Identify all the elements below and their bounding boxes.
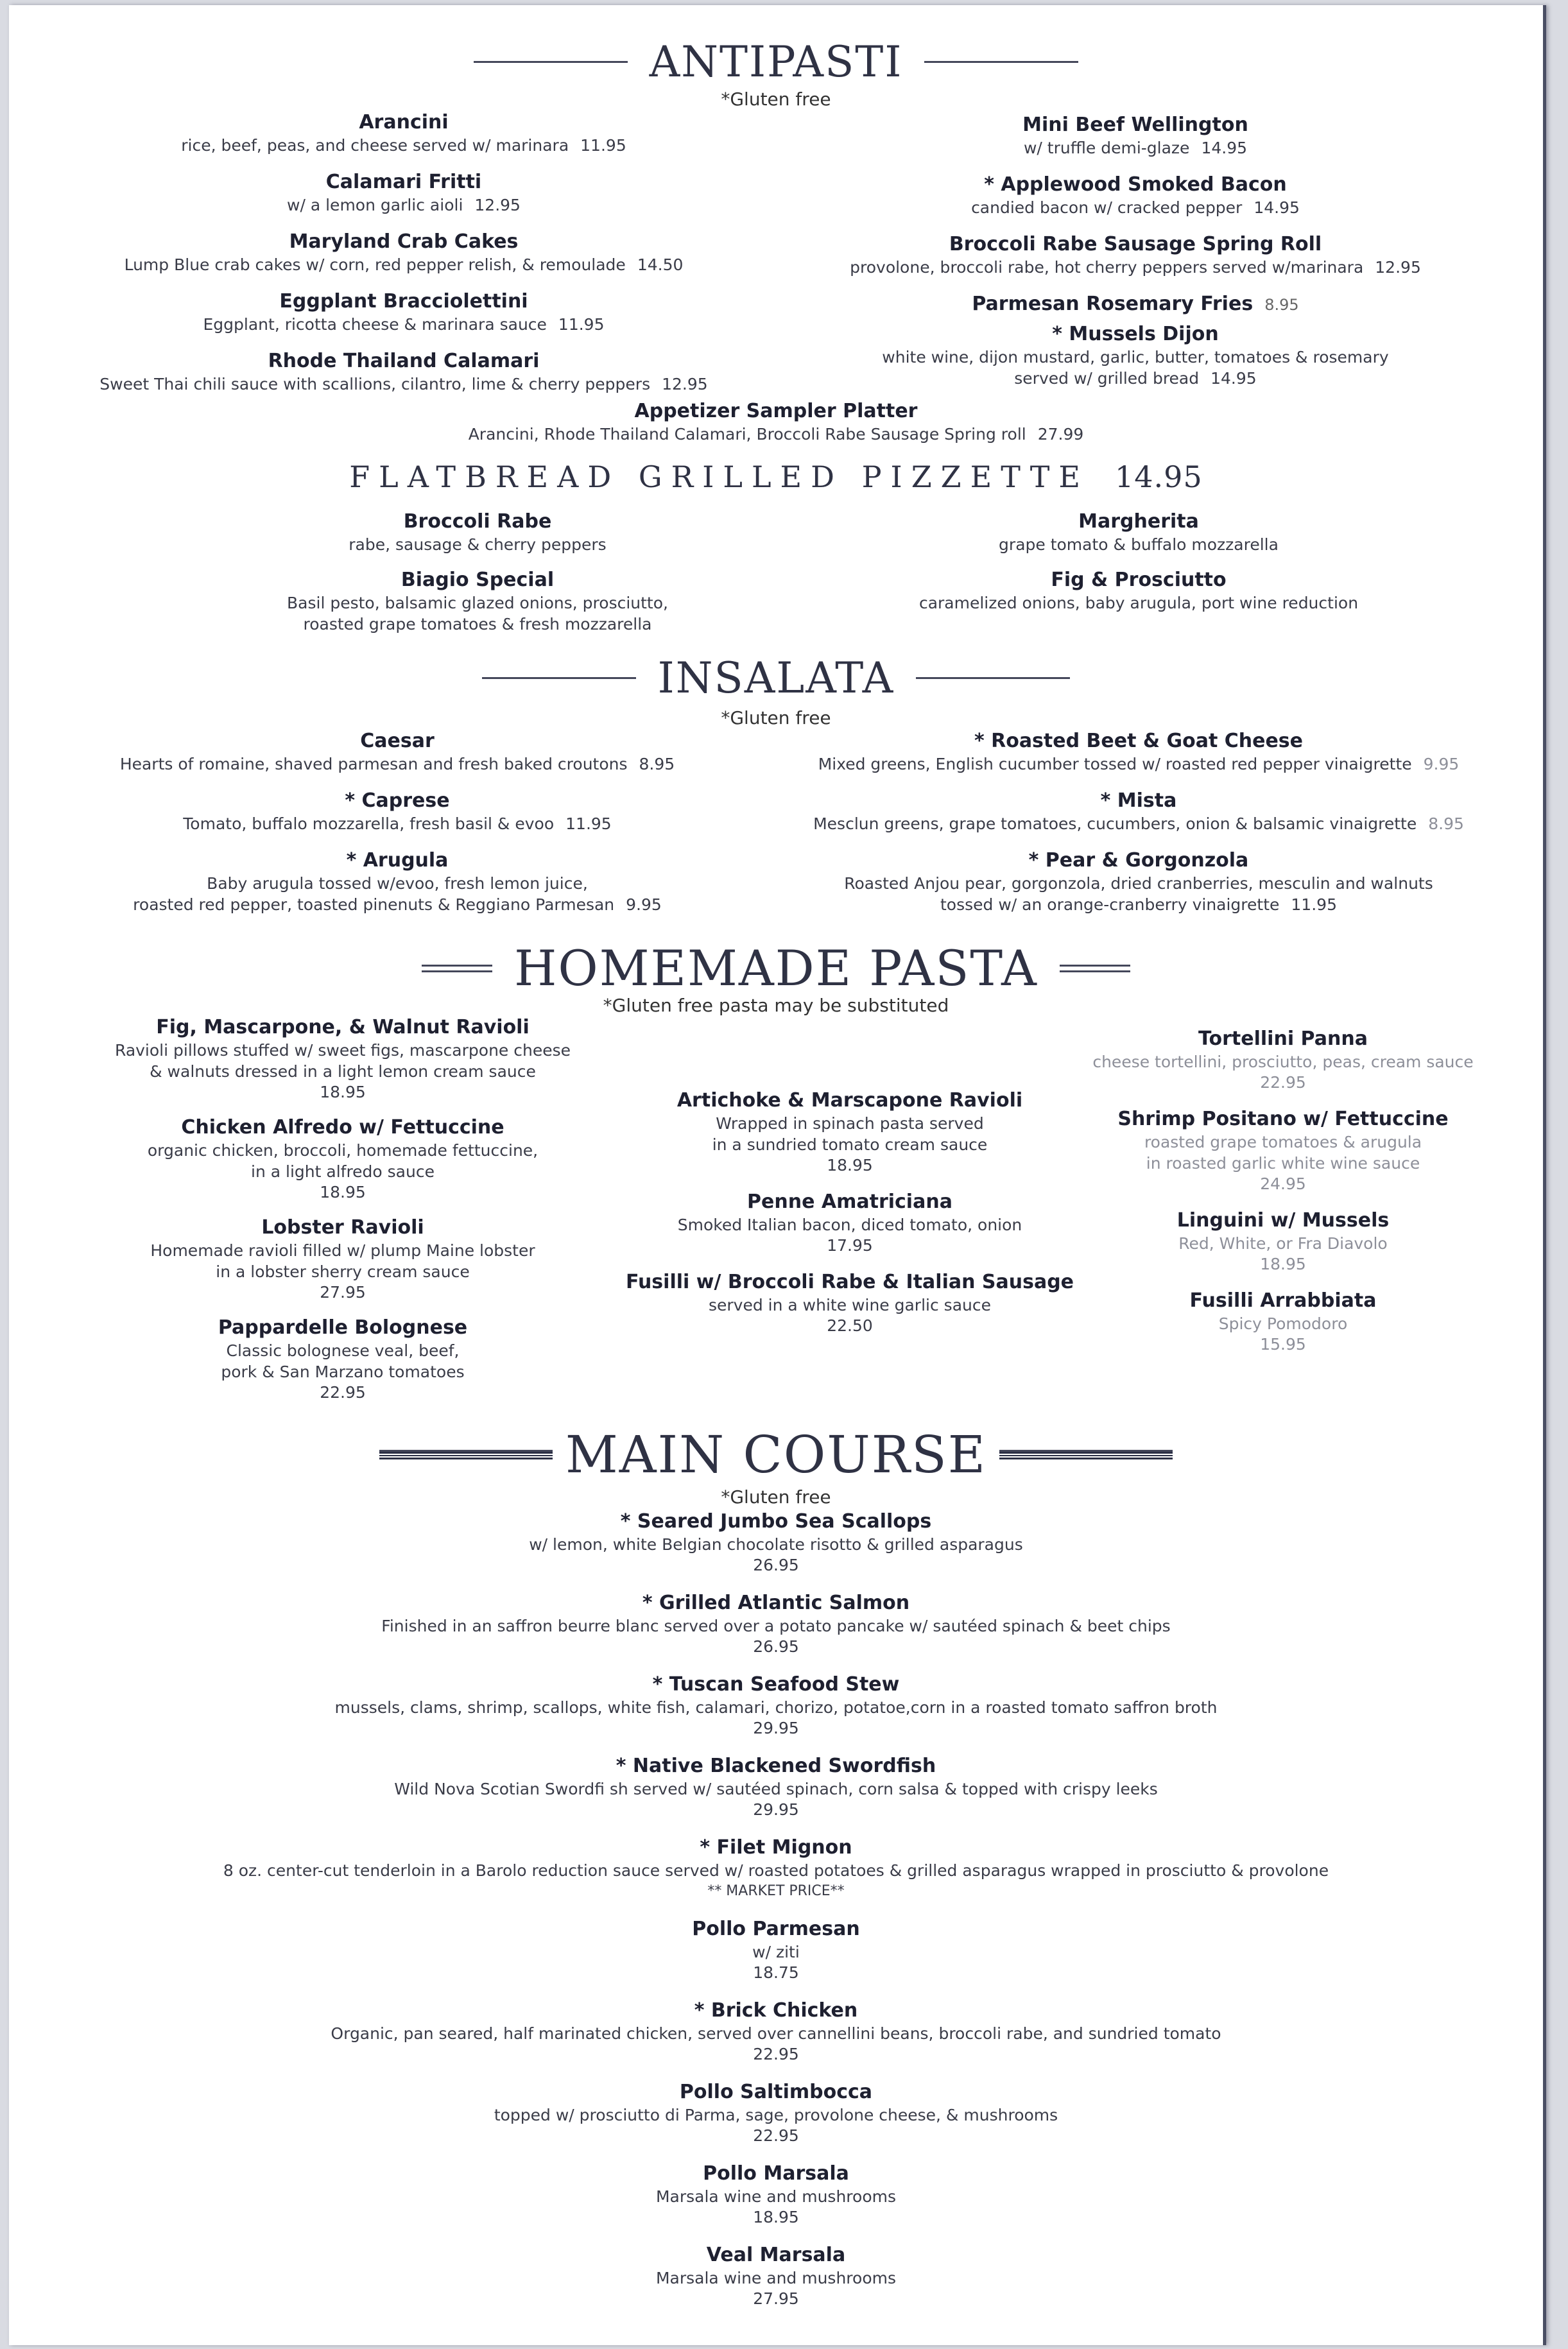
menu-item xyxy=(73,2243,1479,2309)
item-name: * Filet Mignon xyxy=(700,1836,852,1859)
pasta-left-column xyxy=(67,1015,619,1416)
item-desc: Wrapped in spinach pasta served xyxy=(716,1114,984,1133)
heading-rule xyxy=(474,61,628,63)
menu-item xyxy=(587,1270,1113,1336)
menu-item xyxy=(73,1673,1479,1739)
item-name: Caesar xyxy=(360,730,435,752)
item-price: 12.95 xyxy=(1375,258,1421,277)
item-name: Rhode Thailand Calamari xyxy=(268,350,540,372)
pasta-heading xyxy=(9,940,1543,997)
item-name: Eggplant Bracciolettini xyxy=(279,290,528,313)
item-name: * Applewood Smoked Bacon xyxy=(984,173,1287,196)
item-price: ** MARKET PRICE** xyxy=(707,1883,845,1899)
item-name: Pollo Marsala xyxy=(703,2162,849,2185)
item-price: 15.95 xyxy=(1260,1335,1306,1354)
item-price: 11.95 xyxy=(565,814,612,833)
item-desc: grape tomato & buffalo mozzarella xyxy=(999,535,1279,554)
item-desc: candied bacon w/ cracked pepper xyxy=(971,198,1243,217)
item-desc: Wild Nova Scotian Swordfi sh served w/ sautéed spinach, corn salsa & topped with crispy leeks xyxy=(394,1780,1158,1798)
menu-item xyxy=(73,1510,1479,1576)
item-price: 14.95 xyxy=(1201,139,1248,157)
menu-item xyxy=(73,1917,1479,1983)
item-desc: roasted grape tomatoes & fresh mozzarella xyxy=(303,615,652,633)
menu-item xyxy=(73,2162,1479,2228)
insalata-title: INSALATA xyxy=(657,653,895,703)
item-desc: Sweet Thai chili sauce with scallions, cilantro, lime & cherry peppers xyxy=(99,375,651,393)
item-price: 18.95 xyxy=(753,2208,799,2226)
item-name: Shrimp Positano w/ Fettuccine xyxy=(1117,1108,1449,1130)
flatbread-title: FLATBREAD GRILLED PIZZETTE xyxy=(349,460,1090,494)
item-desc: Baby arugula tossed w/evoo, fresh lemon juice, xyxy=(207,874,588,893)
menu-item xyxy=(766,113,1504,159)
item-desc: Classic bolognese veal, beef, xyxy=(226,1341,460,1360)
item-name: * Pear & Gorgonzola xyxy=(1028,849,1249,872)
item-price: 18.95 xyxy=(320,1083,366,1101)
item-price: 22.50 xyxy=(827,1316,873,1335)
item-desc: Mesclun greens, grape tomatoes, cucumbers, onion & balsamic vinaigrette xyxy=(813,814,1417,833)
menu-item xyxy=(73,1591,1479,1657)
item-desc: Eggplant, ricotta cheese & marinara sauce xyxy=(203,315,547,334)
item-price: 26.95 xyxy=(753,1637,799,1656)
item-desc: Mixed greens, English cucumber tossed w/ roasted red pepper vinaigrette xyxy=(818,755,1412,773)
item-price: 8.95 xyxy=(1264,296,1299,314)
item-name: * Brick Chicken xyxy=(694,1999,858,2022)
item-price: 27.95 xyxy=(320,1283,366,1302)
item-name: * Seared Jumbo Sea Scallops xyxy=(620,1510,932,1533)
item-desc: in a light alfredo sauce xyxy=(251,1162,435,1181)
item-name: * Mussels Dijon xyxy=(1052,323,1219,345)
menu-item xyxy=(805,510,1472,555)
item-name: Parmesan Rosemary Fries xyxy=(972,293,1254,315)
item-name: Penne Amatriciana xyxy=(747,1191,952,1213)
item-desc: cheese tortellini, prosciutto, peas, cream sauce xyxy=(1092,1053,1474,1071)
item-desc: Tomato, buffalo mozzarella, fresh basil & evoo xyxy=(183,814,555,833)
heading-rule xyxy=(379,1450,553,1459)
item-desc: Roasted Anjou pear, gorgonzola, dried cranberries, mesculin and walnuts xyxy=(844,874,1433,893)
item-price: 11.95 xyxy=(580,136,626,155)
item-desc: Hearts of romaine, shaved parmesan and fresh baked croutons xyxy=(119,755,628,773)
item-name: Calamari Fritti xyxy=(325,171,482,193)
item-desc: organic chicken, broccoli, homemade fettuccine, xyxy=(147,1141,538,1160)
item-price: 11.95 xyxy=(558,315,605,334)
insalata-left-column xyxy=(35,729,760,928)
pasta-note: *Gluten free pasta may be substituted xyxy=(603,995,949,1016)
item-price: 14.95 xyxy=(1254,198,1300,217)
item-desc: w/ lemon, white Belgian chocolate risotto & grilled asparagus xyxy=(529,1535,1023,1554)
item-name: * Mista xyxy=(1100,789,1177,812)
insalata-heading xyxy=(9,653,1543,703)
item-name: Fig, Mascarpone, & Walnut Ravioli xyxy=(156,1016,530,1038)
menu-item xyxy=(67,1316,619,1403)
item-name: Maryland Crab Cakes xyxy=(289,230,519,253)
menu-item xyxy=(137,568,818,635)
item-name: Biagio Special xyxy=(401,569,555,591)
item-price: 17.95 xyxy=(827,1236,873,1255)
item-desc: white wine, dijon mustard, garlic, butter, tomatoes & rosemary xyxy=(882,348,1389,366)
menu-item xyxy=(73,1836,1479,1902)
item-desc: served w/ grilled bread xyxy=(1014,369,1200,388)
item-name: Fusilli Arrabbiata xyxy=(1189,1289,1377,1312)
item-price: 29.95 xyxy=(753,1719,799,1737)
item-name: Pollo Saltimbocca xyxy=(679,2081,873,2103)
menu-item xyxy=(60,289,747,335)
menu-item xyxy=(73,2080,1479,2146)
item-name: * Grilled Atlantic Salmon xyxy=(642,1592,910,1614)
item-desc: mussels, clams, shrimp, scallops, white fish, calamari, chorizo, potatoe,corn in a roasted tomato saffron broth xyxy=(334,1698,1218,1717)
item-name: Broccoli Rabe Sausage Spring Roll xyxy=(949,233,1322,255)
menu-item xyxy=(60,110,747,156)
item-name: Lobster Ravioli xyxy=(261,1216,424,1239)
flatbread-left-column xyxy=(137,510,818,648)
item-desc: in a lobster sherry cream sauce xyxy=(216,1262,470,1281)
item-desc: Ravioli pillows stuffed w/ sweet figs, mascarpone cheese xyxy=(115,1041,571,1060)
menu-item xyxy=(1049,1289,1517,1355)
item-price: 22.95 xyxy=(753,2045,799,2063)
pasta-right-column xyxy=(1049,1027,1517,1368)
menu-item xyxy=(766,232,1504,278)
item-price: 29.95 xyxy=(753,1800,799,1819)
menu-item xyxy=(1049,1027,1517,1093)
item-name: * Caprese xyxy=(345,789,450,812)
item-price: 11.95 xyxy=(1291,895,1337,914)
item-name: Margherita xyxy=(1078,510,1199,533)
item-name: Pappardelle Bolognese xyxy=(218,1316,468,1339)
item-name: Chicken Alfredo w/ Fettuccine xyxy=(181,1116,504,1139)
item-desc: Red, White, or Fra Diavolo xyxy=(1178,1234,1388,1253)
menu-item xyxy=(1049,1107,1517,1194)
antipasti-right-column xyxy=(766,113,1504,402)
item-desc: Marsala wine and mushrooms xyxy=(655,2187,897,2206)
menu-item xyxy=(60,349,747,395)
item-name: * Roasted Beet & Goat Cheese xyxy=(974,730,1304,752)
menu-item xyxy=(35,729,760,775)
item-price: 27.95 xyxy=(753,2289,799,2308)
item-name: Tortellini Panna xyxy=(1198,1028,1368,1050)
main-course-list xyxy=(73,1510,1479,2322)
menu-item xyxy=(766,173,1504,218)
item-desc: Basil pesto, balsamic glazed onions, prosciutto, xyxy=(287,594,668,612)
menu-page xyxy=(9,5,1546,2345)
main-title: MAIN COURSE xyxy=(565,1425,987,1484)
item-desc: rice, beef, peas, and cheese served w/ marinara xyxy=(181,136,569,155)
item-desc: rabe, sausage & cherry peppers xyxy=(349,535,607,554)
item-desc: provolone, broccoli rabe, hot cherry peppers served w/marinara xyxy=(850,258,1364,277)
menu-item xyxy=(747,729,1530,775)
menu-item xyxy=(35,848,760,915)
menu-item xyxy=(35,789,760,834)
item-desc: roasted red pepper, toasted pinenuts & Reggiano Parmesan xyxy=(133,895,615,914)
antipasti-heading xyxy=(9,37,1543,87)
item-price: 22.95 xyxy=(753,2126,799,2145)
menu-item xyxy=(587,1190,1113,1256)
menu-item xyxy=(747,848,1530,915)
item-price: 14.95 xyxy=(1210,369,1257,388)
heading-rule xyxy=(924,61,1078,63)
item-desc: roasted grape tomatoes & arugula xyxy=(1144,1133,1422,1151)
menu-item xyxy=(766,322,1504,389)
item-desc: Organic, pan seared, half marinated chicken, served over cannellini beans, broccoli rabe, and sundried tomato xyxy=(331,2024,1221,2043)
item-price: 14.50 xyxy=(637,255,684,274)
item-price: 18.95 xyxy=(1260,1255,1306,1273)
menu-item xyxy=(73,1754,1479,1820)
item-name: * Arugula xyxy=(346,849,449,872)
menu-item xyxy=(73,1999,1479,2065)
item-price: 22.95 xyxy=(1260,1073,1306,1092)
item-desc: 8 oz. center-cut tenderloin in a Barolo reduction sauce served w/ roasted potatoes & grilled asparagus wrapped in prosciutto & provolone xyxy=(223,1861,1329,1880)
item-desc: pork & San Marzano tomatoes xyxy=(221,1363,465,1381)
item-desc: w/ truffle demi-glaze xyxy=(1023,139,1190,157)
item-price: 8.95 xyxy=(639,755,675,773)
item-desc: Homemade ravioli filled w/ plump Maine lobster xyxy=(150,1241,535,1260)
item-price: 26.95 xyxy=(753,1556,799,1574)
menu-item xyxy=(747,789,1530,834)
item-desc: Smoked Italian bacon, diced tomato, onion xyxy=(677,1216,1022,1234)
menu-item xyxy=(137,510,818,555)
item-desc: in a sundried tomato cream sauce xyxy=(712,1135,988,1154)
main-heading xyxy=(9,1425,1543,1484)
item-name: Artichoke & Marscapone Ravioli xyxy=(676,1089,1023,1112)
item-name: Veal Marsala xyxy=(706,2244,846,2266)
item-desc: Arancini, Rhode Thailand Calamari, Broccoli Rabe Sausage Spring roll xyxy=(468,425,1026,443)
item-name: * Native Blackened Swordfish xyxy=(616,1755,936,1777)
item-desc: Finished in an saffron beurre blanc served over a potato pancake w/ sautéed spinach & beet chips xyxy=(381,1617,1171,1635)
heading-rule xyxy=(1060,965,1130,972)
item-name: Pollo Parmesan xyxy=(692,1918,860,1940)
item-desc: w/ ziti xyxy=(752,1943,800,1961)
item-name: Mini Beef Wellington xyxy=(1022,114,1248,136)
menu-item xyxy=(67,1115,619,1203)
item-desc: caramelized onions, baby arugula, port wine reduction xyxy=(918,594,1359,612)
item-desc: served in a white wine garlic sauce xyxy=(709,1296,991,1314)
pasta-title: HOMEMADE PASTA xyxy=(514,940,1038,997)
insalata-right-column xyxy=(747,729,1530,928)
heading-rule xyxy=(422,965,492,972)
heading-rule xyxy=(916,677,1070,679)
heading-rule xyxy=(999,1450,1173,1459)
flatbread-price: 14.95 xyxy=(1115,460,1203,494)
item-desc: Lump Blue crab cakes w/ corn, red pepper relish, & remoulade xyxy=(124,255,626,274)
item-name: Arancini xyxy=(359,111,449,133)
flatbread-heading xyxy=(9,460,1543,494)
item-price: 22.95 xyxy=(320,1383,366,1402)
item-desc: tossed w/ an orange-cranberry vinaigrette xyxy=(940,895,1280,914)
sampler-item xyxy=(202,399,1350,445)
antipasti-title: ANTIPASTI xyxy=(649,37,903,87)
item-name: * Tuscan Seafood Stew xyxy=(652,1673,900,1696)
menu-item xyxy=(67,1216,619,1303)
item-desc: w/ a lemon garlic aioli xyxy=(287,196,463,214)
menu-item xyxy=(60,230,747,275)
item-price: 24.95 xyxy=(1260,1174,1306,1193)
item-name: Fusilli w/ Broccoli Rabe & Italian Sausage xyxy=(625,1271,1074,1293)
item-price: 9.95 xyxy=(1423,755,1460,773)
menu-item xyxy=(67,1015,619,1103)
menu-item xyxy=(60,170,747,216)
item-price: 9.95 xyxy=(626,895,662,914)
item-price: 18.95 xyxy=(320,1183,366,1201)
item-price: 8.95 xyxy=(1428,814,1464,833)
item-price: 27.99 xyxy=(1037,425,1084,443)
item-name: Linguini w/ Mussels xyxy=(1176,1209,1390,1232)
item-desc: Marsala wine and mushrooms xyxy=(655,2269,897,2287)
pasta-center-column xyxy=(587,1088,1113,1349)
item-desc: topped w/ prosciutto di Parma, sage, provolone cheese, & mushrooms xyxy=(494,2106,1058,2124)
item-name: Fig & Prosciutto xyxy=(1051,569,1227,591)
menu-item xyxy=(805,568,1472,614)
menu-item xyxy=(587,1088,1113,1176)
item-desc: Spicy Pomodoro xyxy=(1218,1314,1348,1333)
item-desc: & walnuts dressed in a light lemon cream sauce xyxy=(150,1062,536,1081)
main-note: *Gluten free xyxy=(721,1486,831,1508)
heading-rule xyxy=(482,677,636,679)
antipasti-note: *Gluten free xyxy=(721,89,831,110)
flatbread-right-column xyxy=(805,510,1472,626)
insalata-note: *Gluten free xyxy=(721,707,831,728)
item-name: Appetizer Sampler Platter xyxy=(634,400,918,422)
menu-item xyxy=(1049,1209,1517,1275)
item-price: 18.95 xyxy=(827,1156,873,1174)
item-desc: in roasted garlic white wine sauce xyxy=(1146,1154,1420,1173)
item-price: 12.95 xyxy=(474,196,521,214)
item-price: 18.75 xyxy=(753,1963,799,1982)
item-name: Broccoli Rabe xyxy=(403,510,552,533)
menu-item xyxy=(766,292,1504,317)
antipasti-left-column xyxy=(60,110,747,408)
item-price: 12.95 xyxy=(662,375,708,393)
